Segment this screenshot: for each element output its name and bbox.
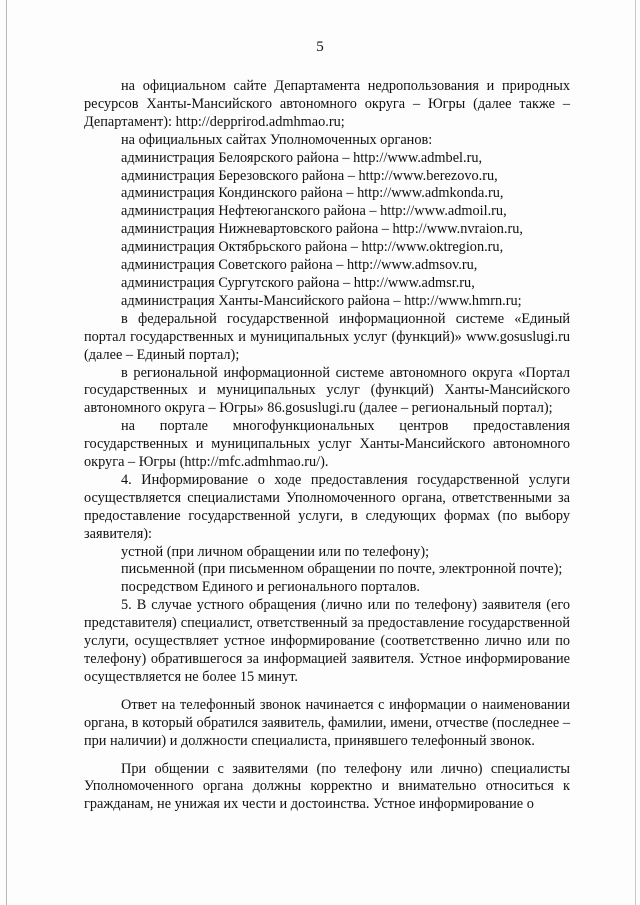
- body-text: [84, 78, 570, 814]
- paragraph-communication: При общении с заявителями (по телефону или лично) специалисты Уполномоченного органа должны корректно и внимательно относиться к гражданам, не унижая их чести и достоинства. Устное информирование о: [84, 760, 570, 813]
- list-item-surgutsky: администрация Сургутского района – http://www.admsr.ru,: [121, 274, 475, 291]
- list-item-nefteyugansky: администрация Нефтеюганского района – http://www.admoil.ru,: [121, 203, 507, 220]
- paragraph-mfc-portal: на портале многофункциональных центров предоставления государственных и муниципальных услуг Ханты-Мансийского автономного округа – Югры (http://mfc.admhmao.ru/).: [84, 418, 570, 471]
- paragraph-department-site: на официальном сайте Департамента недропользования и природных ресурсов Ханты-Мансийского автономного округа – Югры (далее также – Департамент): http://depprirod.admhmao.ru;: [84, 78, 570, 130]
- form-portals: посредством Единого и регионального порталов.: [121, 579, 420, 596]
- list-item-sovetsky: администрация Советского района – http://www.admsov.ru,: [121, 257, 478, 274]
- list-item-kondinsky: администрация Кондинского района – http://www.admkonda.ru,: [121, 185, 504, 202]
- list-item-beloyarsky: администрация Белоярского района – http://www.admbel.ru,: [121, 149, 483, 166]
- list-item-berezovsky: администрация Березовского района – http://www.berezovo.ru,: [121, 167, 498, 184]
- paragraph-authorized-sites-intro: на официальных сайтах Уполномоченных органов:: [121, 131, 433, 148]
- scan-edge-left: [6, 0, 7, 905]
- paragraph-regional-portal: в региональной информационной системе автономного округа «Портал государственных и муниципальных услуг (функций) Ханты-Мансийского автономного округа – Югры» 86.gosuslugi.ru (далее – региональный портал);: [84, 364, 570, 417]
- form-written: письменной (при письменном обращении по почте, электронной почте);: [121, 561, 563, 578]
- paragraph-section-5: 5. В случае устного обращения (лично или по телефону) заявителя (его представителя) специалист, ответственный за предоставление государственной услуги, осуществляет устное информирование (соответственно лично или по телефону) обратившегося за информацией заявителя. Устное информирование осуществляется не более 15 минут.: [84, 597, 570, 685]
- paragraph-section-4: 4. Информирование о ходе предоставления государственной услуги осуществляется специалистами Уполномоченного органа, ответственными за предоставление государственной услуги, в следующих формах (по выбору заявителя):: [84, 471, 570, 542]
- form-oral: устной (при личном обращении или по телефону);: [121, 543, 430, 560]
- paragraph-federal-portal: в федеральной государственной информационной системе «Единый портал государственных и муниципальных услуг (функций)» www.gosuslugi.ru (далее – Единый портал);: [84, 310, 570, 363]
- scan-edge-right: [635, 0, 636, 905]
- list-item-oktyabrsky: администрация Октябрьского района – http://www.oktregion.ru,: [121, 239, 504, 256]
- list-item-nizhnevartovsky: администрация Нижневартовского района – http://www.nvraion.ru,: [121, 221, 523, 238]
- list-item-khanty-mansiysky: администрация Ханты-Мансийского района – http://www.hmrn.ru;: [121, 292, 522, 309]
- page-number: 5: [316, 39, 324, 55]
- paragraph-phone-answer: Ответ на телефонный звонок начинается с информации о наименовании органа, в который обратился заявитель, фамилии, имени, отчестве (последнее – при наличии) и должности специалиста, принявшего телефонный звонок.: [84, 696, 570, 749]
